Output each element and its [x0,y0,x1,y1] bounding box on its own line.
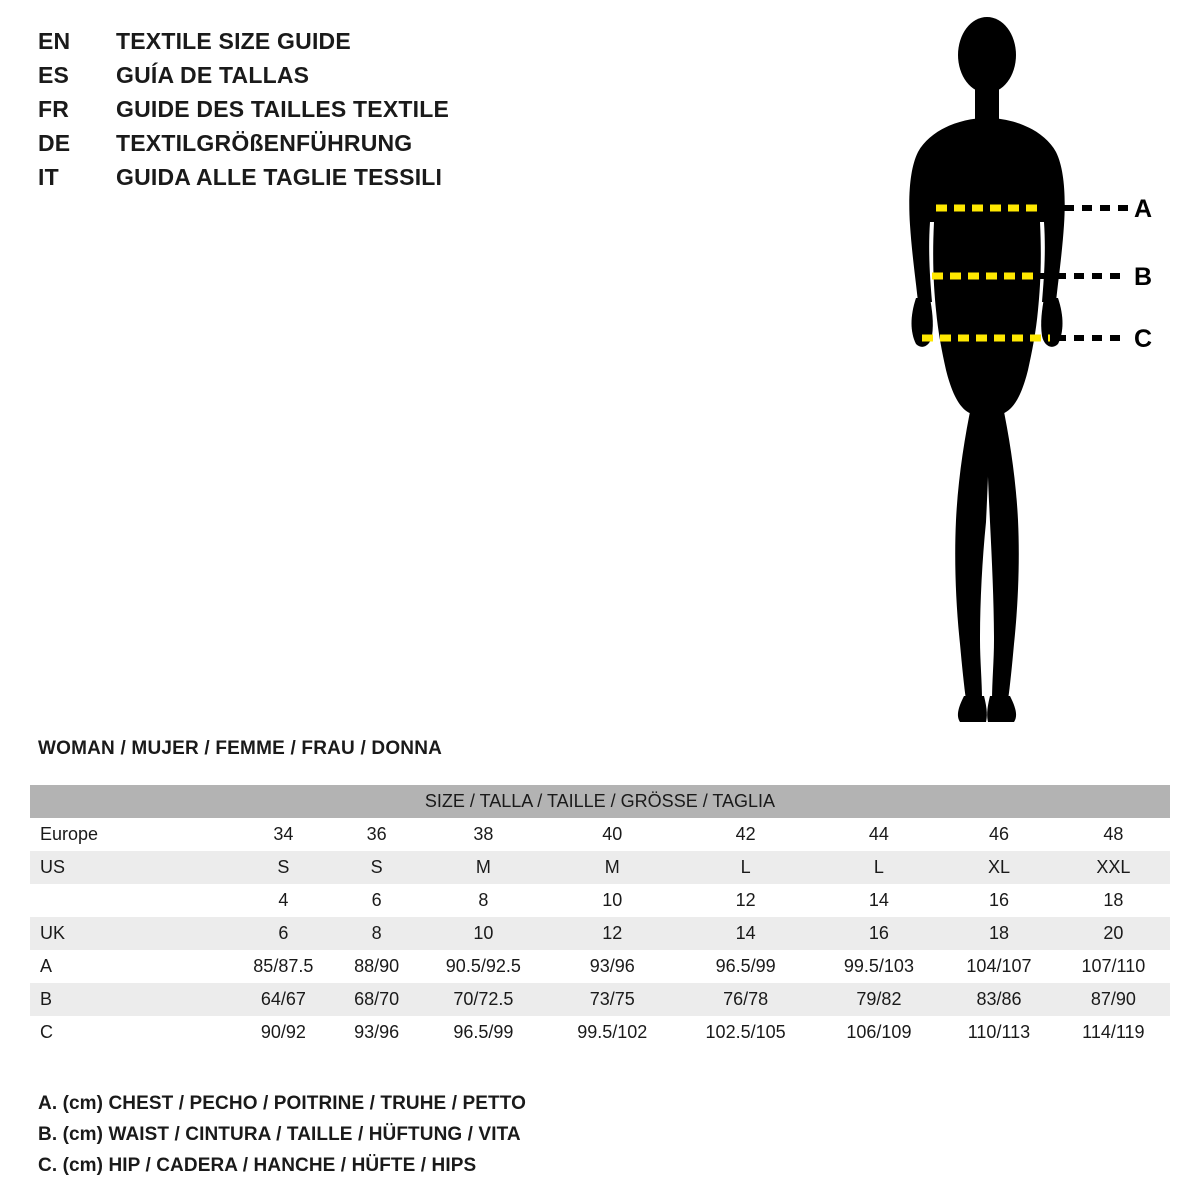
cell: 20 [1057,917,1170,950]
row-label-b: B [30,983,230,1016]
table-header-row [30,785,1170,818]
cell: 12 [550,917,674,950]
title-row-fr [38,96,678,130]
cell: 16 [941,884,1057,917]
body-figure [860,10,1190,750]
cell: 87/90 [1057,983,1170,1016]
cell: XXL [1057,851,1170,884]
title-lang-de: DE [38,130,71,156]
cell: 96.5/99 [417,1016,550,1049]
cell: L [817,851,941,884]
cell: S [230,851,337,884]
legend-line-c: C. (cm) HIP / CADERA / HANCHE / HÜFTE / HIPS [38,1155,477,1176]
cell: 38 [417,818,550,851]
cell: 104/107 [941,950,1057,983]
cell: 6 [337,884,417,917]
cell: 90.5/92.5 [417,950,550,983]
cell: 48 [1057,818,1170,851]
section-label: WOMAN / MUJER / FEMME / FRAU / DONNA [38,738,443,759]
table-row [30,851,1170,884]
cell: 34 [230,818,337,851]
cell: 88/90 [337,950,417,983]
cell: 42 [674,818,816,851]
table-row [30,983,1170,1016]
cell: 4 [230,884,337,917]
cell: 99.5/103 [817,950,941,983]
marker-label-c: C [1134,325,1153,353]
cell: 70/72.5 [417,983,550,1016]
title-text-fr: GUIDE DES TAILLES TEXTILE [116,96,449,122]
cell: 64/67 [230,983,337,1016]
female-silhouette-icon [909,17,1064,722]
cell: 18 [1057,884,1170,917]
title-row-de [38,130,678,164]
cell: 14 [817,884,941,917]
cell: 12 [674,884,816,917]
cell: 8 [417,884,550,917]
cell: 76/78 [674,983,816,1016]
cell: 44 [817,818,941,851]
cell: 6 [230,917,337,950]
title-row-en [38,28,678,62]
cell: M [417,851,550,884]
table-row [30,818,1170,851]
cell: XL [941,851,1057,884]
cell: 18 [941,917,1057,950]
title-lang-fr: FR [38,96,70,122]
cell: 114/119 [1057,1016,1170,1049]
cell: 99.5/102 [550,1016,674,1049]
table-row [30,1016,1170,1049]
cell: 93/96 [550,950,674,983]
title-text-en: TEXTILE SIZE GUIDE [116,28,351,54]
row-label-c: C [30,1016,230,1049]
cell: 10 [550,884,674,917]
cell: 110/113 [941,1016,1057,1049]
cell: 107/110 [1057,950,1170,983]
legend [38,1088,798,1181]
cell: 93/96 [337,1016,417,1049]
cell: 36 [337,818,417,851]
row-label-a: A [30,950,230,983]
table-row [30,950,1170,983]
table-header-cell: SIZE / TALLA / TAILLE / GRÖSSE / TAGLIA [30,785,1170,818]
row-label-us: US [30,851,230,884]
legend-line-a: A. (cm) CHEST / PECHO / POITRINE / TRUHE / PETTO [38,1093,526,1114]
cell: 85/87.5 [230,950,337,983]
title-text-it: GUIDA ALLE TAGLIE TESSILI [116,164,443,190]
title-row-it [38,164,678,198]
cell: 102.5/105 [674,1016,816,1049]
title-lang-it: IT [38,164,59,190]
cell: 40 [550,818,674,851]
cell: 96.5/99 [674,950,816,983]
title-lang-en: EN [38,28,71,54]
cell: 46 [941,818,1057,851]
row-label-us-numeric [30,884,230,917]
cell: 14 [674,917,816,950]
cell: L [674,851,816,884]
marker-label-b: B [1134,263,1153,291]
cell: 83/86 [941,983,1057,1016]
row-label-europe: Europe [30,818,230,851]
title-text-es: GUÍA DE TALLAS [116,62,310,88]
table-row [30,917,1170,950]
title-block [38,28,678,198]
cell: 106/109 [817,1016,941,1049]
cell: 10 [417,917,550,950]
cell: 90/92 [230,1016,337,1049]
cell: 16 [817,917,941,950]
cell: 68/70 [337,983,417,1016]
cell: 73/75 [550,983,674,1016]
marker-label-a: A [1134,195,1153,223]
row-label-uk: UK [30,917,230,950]
cell: 79/82 [817,983,941,1016]
size-table [30,785,1170,1049]
title-lang-es: ES [38,62,70,88]
cell: M [550,851,674,884]
cell: 8 [337,917,417,950]
title-text-de: TEXTILGRÖßENFÜHRUNG [116,130,413,156]
title-row-es [38,62,678,96]
cell: S [337,851,417,884]
table-row [30,884,1170,917]
legend-line-b: B. (cm) WAIST / CINTURA / TAILLE / HÜFTUNG / VITA [38,1124,521,1145]
